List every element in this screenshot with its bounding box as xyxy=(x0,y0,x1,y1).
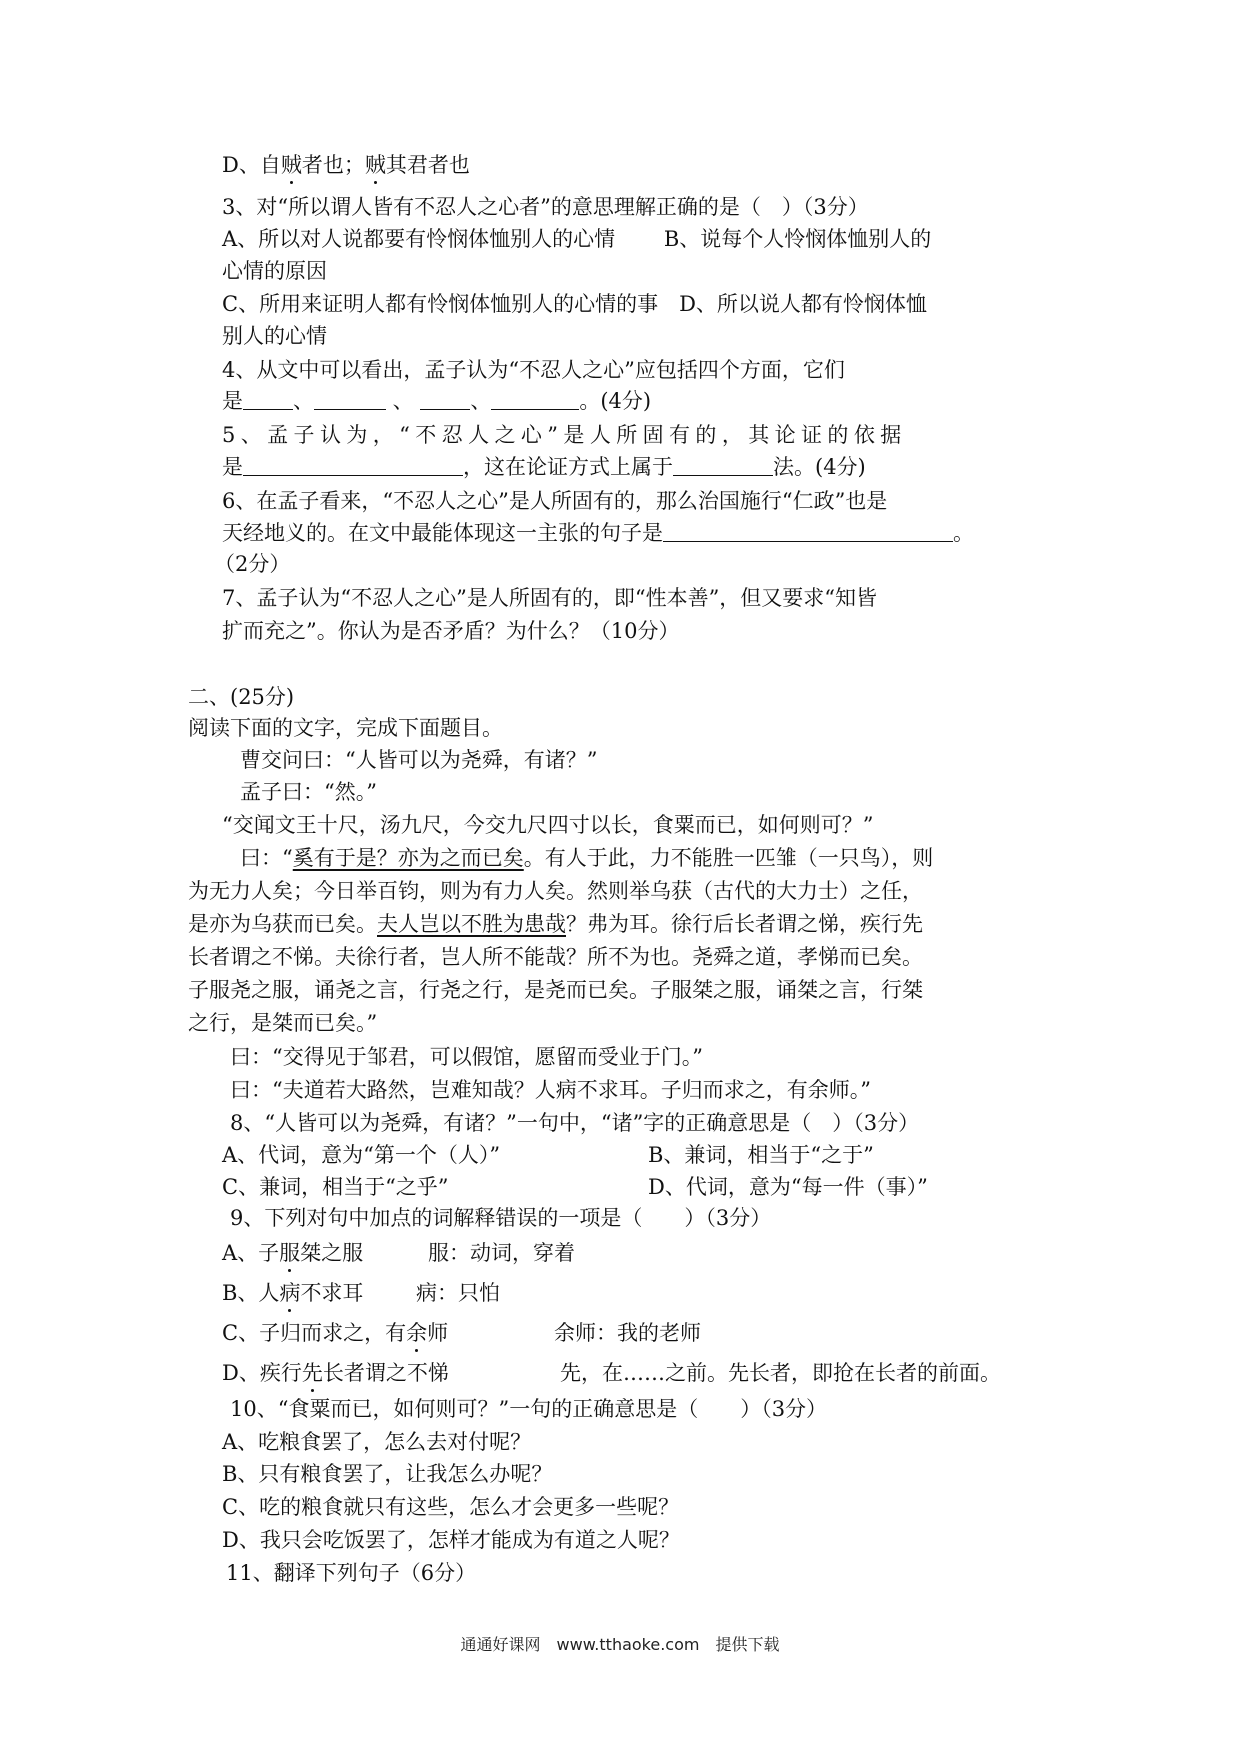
q9-optb-dotted: 病 xyxy=(279,1278,300,1308)
q2-option-d xyxy=(222,150,470,180)
q10-option-d: D、我只会吃饭罢了，怎样才能成为有道之人呢？ xyxy=(222,1528,680,1552)
q6-stem: 6、在孟子看来，“不忍人之心”是人所固有的，那么治国施行“仁政”也是 xyxy=(222,489,888,513)
q6-blank[interactable] xyxy=(663,521,953,542)
passage-line-5: 为无力人矣；今日举百钧，则为有力人矣。然则举乌获（古代的大力士）之任， xyxy=(188,879,923,903)
q6-text: 天经地义的。在文中最能体现这一主张的句子是 xyxy=(222,521,663,545)
q8-option-d: D、代词，意为“每一件（事）” xyxy=(648,1175,928,1199)
q4-post: 。(4分) xyxy=(579,389,652,413)
passage-line-8: 子服尧之服，诵尧之言，行尧之行，是尧而已矣。子服桀之服，诵桀之言，行桀 xyxy=(188,978,923,1002)
passage-line-6 xyxy=(188,909,923,939)
q3-option-a-cont: 心情的原因 xyxy=(222,259,327,283)
q2-optd-text-e: 其君者也 xyxy=(385,153,470,177)
q4-sep-1: 、 xyxy=(293,389,314,413)
passage-underlined-2: 夫人岂以不胜为患哉 xyxy=(377,912,566,936)
q4-pre: 是 xyxy=(222,389,243,413)
q9-option-c xyxy=(222,1318,448,1348)
passage-line-3: “交闻文王十尺，汤九尺，今交九尺四寸以长，食粟而已，如何则可？” xyxy=(222,813,874,837)
q9-optd-text-a: D、疾行 xyxy=(222,1361,302,1385)
q9-optd-dotted: 先 xyxy=(302,1358,323,1388)
q3-option-c: C、所用来证明人都有怜悯体恤别人的心情的事 D、所以说人都有怜悯体恤 xyxy=(222,292,927,316)
q5-post: 法。(4分) xyxy=(773,455,866,479)
q4-blank-2[interactable] xyxy=(314,389,386,410)
q2-optd-text-a: D、自 xyxy=(222,153,281,177)
passage-line-10: 曰：“交得见于邹君，可以假馆，愿留而受业于门。” xyxy=(230,1045,703,1069)
passage-line-6-a: 是亦为乌获而已矣。 xyxy=(188,912,377,936)
passage-line-9: 之行，是桀而已矣。” xyxy=(188,1011,378,1035)
section2-instruction: 阅读下面的文字，完成下面题目。 xyxy=(188,716,503,740)
q4-blanks-line xyxy=(222,386,651,416)
q3-option-a: A、所以对人说都要有怜悯体恤别人的心情 B、说每个人怜悯体恤别人的 xyxy=(222,227,932,251)
q4-sep-3: 、 xyxy=(470,389,492,413)
q4-blank-1[interactable] xyxy=(243,389,293,410)
q10-option-a: A、吃粮食罢了，怎么去对付呢？ xyxy=(222,1430,532,1454)
q3-option-c-cont: 别人的心情 xyxy=(222,324,327,348)
q9-opta-dotted: 服 xyxy=(279,1238,300,1268)
q9-option-a xyxy=(222,1238,363,1268)
q7-stem-cont: 扩而充之”。你认为是否矛盾？为什么？（10分） xyxy=(222,619,680,643)
q5-blank-1[interactable] xyxy=(243,455,463,476)
q2-optd-dotted-2: 贼 xyxy=(365,150,386,180)
page-footer: 通通好课网 www.tthaoke.com 提供下载 xyxy=(460,1635,780,1654)
q9-opta-text-c: 桀之服 xyxy=(300,1241,364,1265)
passage-line-4-a: 曰：“ xyxy=(240,846,293,870)
passage-line-4 xyxy=(240,843,933,873)
q4-stem: 4、从文中可以看出，孟子认为“不忍人之心”应包括四个方面，它们 xyxy=(222,358,845,382)
q9-option-d xyxy=(222,1358,449,1388)
q6-score: （2分） xyxy=(214,552,291,576)
q9-option-b xyxy=(222,1278,363,1308)
q9-option-d-note: 先，在……之前。先长者，即抢在长者的前面。 xyxy=(560,1361,1001,1385)
q9-optd-text-c: 长者谓之不悌 xyxy=(322,1361,449,1385)
q3-stem: 3、对“所以谓人皆有不忍人之心者”的意思理解正确的是（ ）（3分） xyxy=(222,195,869,219)
q10-option-b: B、只有粮食罢了，让我怎么办呢？ xyxy=(222,1462,553,1486)
q9-stem: 9、下列对句中加点的词解释错误的一项是（ ）（3分） xyxy=(230,1206,772,1230)
passage-line-11: 曰：“夫道若大路然，岂难知哉？人病不求耳。子归而求之，有余师。” xyxy=(230,1078,871,1102)
q8-option-b: B、兼词，相当于“之于” xyxy=(648,1143,874,1167)
passage-line-1: 曹交问曰：“人皆可以为尧舜，有诸？” xyxy=(240,748,598,772)
q9-optb-text-a: B、人 xyxy=(222,1281,280,1305)
q2-optd-text-c: 者也； xyxy=(301,153,365,177)
q6-post: 。 xyxy=(953,521,974,545)
passage-line-2: 孟子曰：“然。” xyxy=(240,780,377,804)
q4-blank-3[interactable] xyxy=(420,389,470,410)
q8-stem: 8、“人皆可以为尧舜，有诸？”一句中，“诸”字的正确意思是（ ）（3分） xyxy=(230,1111,920,1135)
q4-sep-2: 、 xyxy=(386,389,421,413)
q2-optd-dotted-1: 贼 xyxy=(281,150,302,180)
q9-optb-text-c: 不求耳 xyxy=(300,1281,364,1305)
q5-mid: ，这在论证方式上属于 xyxy=(463,455,673,479)
q10-stem: 10、“食粟而已，如何则可？”一句的正确意思是（ ）（3分） xyxy=(230,1397,828,1421)
passage-line-6-b: ？弗为耳。徐行后长者谓之悌，疾行先 xyxy=(566,912,923,936)
q5-pre: 是 xyxy=(222,455,243,479)
q9-optc-text-c: 师 xyxy=(427,1321,449,1345)
passage-line-7: 长者谓之不悌。夫徐行者，岂人所不能哉？所不为也。尧舜之道，孝悌而已矣。 xyxy=(188,945,923,969)
q9-option-b-note: 病：只怕 xyxy=(416,1281,500,1305)
q7-stem: 7、孟子认为“不忍人之心”是人所固有的，即“性本善”，但又要求“知皆 xyxy=(222,586,878,610)
q9-opta-text-a: A、子 xyxy=(222,1241,280,1265)
q6-blank-line xyxy=(222,518,974,548)
q4-blank-4[interactable] xyxy=(491,389,579,410)
passage-underlined-1: 奚有于是？亦为之而已矣 xyxy=(292,846,524,870)
q9-option-a-note: 服：动词，穿着 xyxy=(428,1241,575,1265)
q9-optc-text-a: C、子归而求之，有 xyxy=(222,1321,407,1345)
q5-blanks-line xyxy=(222,452,866,482)
q9-optc-dotted: 余 xyxy=(406,1318,427,1348)
section2-heading: 二、(25分) xyxy=(188,685,295,709)
q5-stem: 5、孟子认为，“不忍人之心”是人所固有的，其论证的依据 xyxy=(222,423,907,447)
q11-stem: 11、翻译下列句子（6分） xyxy=(226,1561,477,1585)
q8-option-a: A、代词，意为“第一个（人）” xyxy=(222,1143,501,1167)
q9-option-c-note: 余师：我的老师 xyxy=(554,1321,701,1345)
q10-option-c: C、吃的粮食就只有这些，怎么才会更多一些呢？ xyxy=(222,1495,680,1519)
q5-blank-2[interactable] xyxy=(673,455,773,476)
passage-line-4-b: 。有人于此，力不能胜一匹雏（一只鸟），则 xyxy=(523,846,934,870)
q8-option-c: C、兼词，相当于“之乎” xyxy=(222,1175,449,1199)
